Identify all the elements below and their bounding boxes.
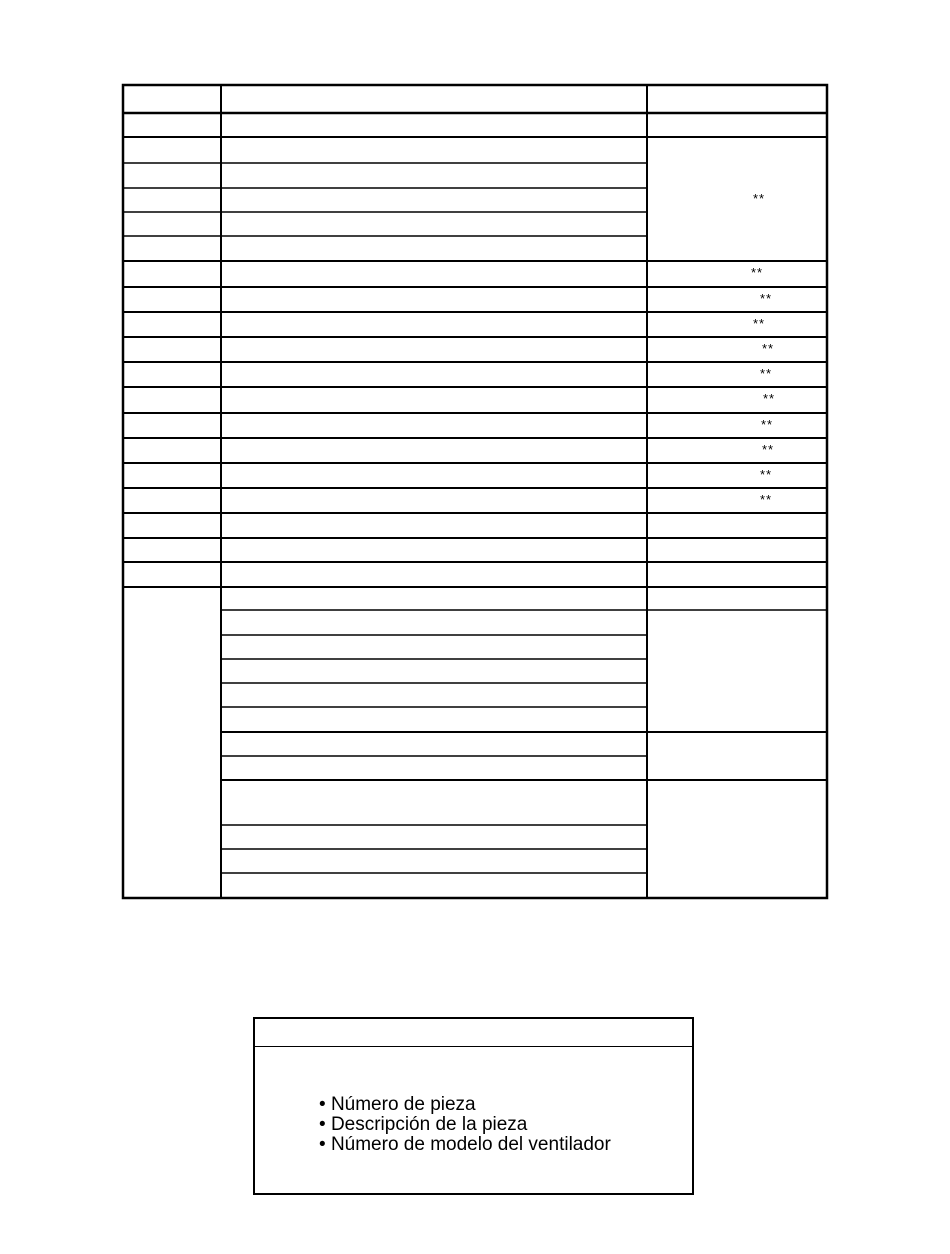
- price-mark: **: [763, 391, 776, 406]
- list-item: [319, 1115, 611, 1135]
- price-mark: **: [760, 366, 773, 381]
- order-info-list: [319, 1095, 611, 1155]
- list-item: [319, 1135, 611, 1155]
- price-mark: **: [753, 191, 766, 206]
- price-mark: **: [760, 492, 773, 507]
- list-item-text: Número de modelo del ventilador: [330, 1134, 611, 1155]
- order-box-header-divider: [255, 1046, 692, 1047]
- list-item-text: Descripción de la pieza: [330, 1114, 528, 1135]
- price-mark: **: [751, 265, 764, 280]
- list-item: [319, 1095, 611, 1115]
- list-item-text: Número de pieza: [330, 1094, 476, 1115]
- price-mark: **: [762, 442, 775, 457]
- order-info-box: [253, 1017, 694, 1195]
- price-mark: **: [760, 291, 773, 306]
- price-mark: **: [753, 316, 766, 331]
- price-mark: **: [762, 341, 775, 356]
- price-mark: **: [760, 467, 773, 482]
- price-mark: **: [761, 417, 774, 432]
